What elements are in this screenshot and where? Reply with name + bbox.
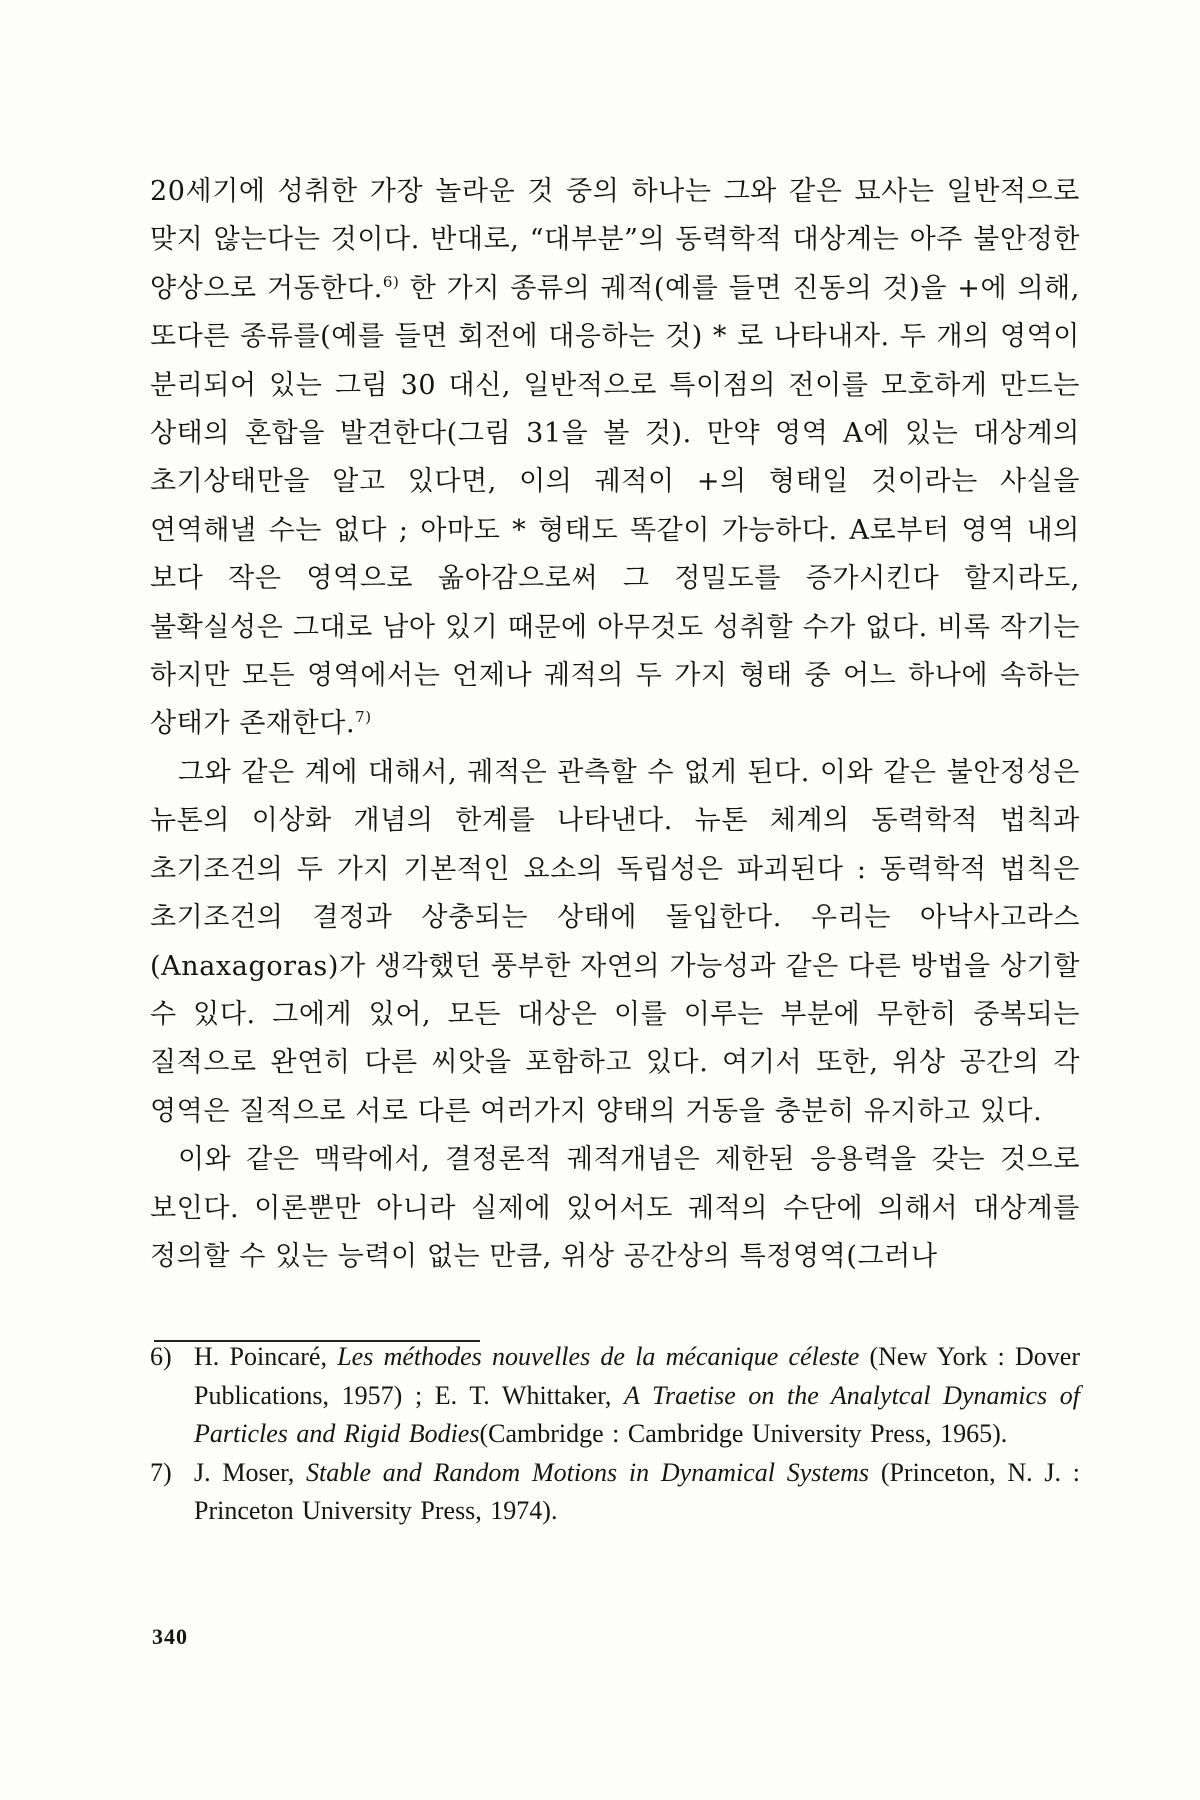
paragraph-1-text-after: 한 가지 종류의 궤적(예를 들면 진동의 것)을 +에 의해, 또다른 종류를(예를 들면 회전에 대응하는 것) * 로 나타내자. 두 개의 영역이 분리되어 있는 그림 30 대신, 일반적으로 특이점의 전이를 모호하게 만드는 상태의 혼합을 발견한다(그림 31을 볼 것). 만약 영역 A에 있는 대상계의 초기상태만을 알고 있다면, 이의 궤적이 +의 형태일 것이라는 사실을 연역해낼 수는 없다 ; 아마도 * 형태도 똑같이 가능하다. A로부터 영역 내의 보다 작은 영역으로 옮아감으로써 그 정밀도를 증가시킨다 할지라도, 불확실성은 그대로 남아 있기 때문에 아무것도 성취할 수가 없다. 비록 작기는 하지만 모든 영역에서는 언제나 궤적의 두 가지 형태 중 어느 하나에 속하는 상태가 존재한다. (150, 272, 1080, 740)
footnote-ref-7: 7) (355, 708, 372, 727)
paragraph-3: 이와 같은 맥락에서, 결정론적 궤적개념은 제한된 응용력을 갖는 것으로 보인다. 이론뿐만 아니라 실제에 있어서도 궤적의 수단에 의해서 대상계를 정의할 수 있는 능력이 없는 만큼, 위상 공간상의 특정영역(그러나 (150, 1144, 1080, 1272)
footnote-title: A Traetise on the Analytcal Dynamics of Particles and Rigid Bodies (194, 1380, 1080, 1448)
footnote-ref-6: 6) (382, 272, 400, 291)
footnote-title: Les méthodes nouvelles de la mécanique céleste (337, 1342, 860, 1371)
paragraph-1 (150, 168, 1080, 749)
footnote-body (194, 1454, 1080, 1531)
footnote-publisher: (New York : Dover Publications, 1957) ; E. T. Whittaker, (194, 1342, 1080, 1410)
footnote-author: H. Poincaré, (194, 1342, 338, 1371)
footnote-body (194, 1338, 1080, 1454)
footnote-number: 6) (150, 1342, 172, 1371)
footnote-publisher: (Princeton, N. J. : Princeton University Press, 1974). (194, 1457, 1081, 1525)
body-text (150, 168, 1080, 1281)
page-number: 340 (152, 1624, 188, 1649)
footnotes (150, 1338, 1080, 1531)
footnote-7 (150, 1454, 1080, 1531)
paragraph-2: 그와 같은 계에 대해서, 궤적은 관측할 수 없게 된다. 이와 같은 불안정성은 뉴톤의 이상화 개념의 한계를 나타낸다. 뉴톤 체계의 동력학적 법칙과 초기조건의 두 가지 기본적인 요소의 독립성은 파괴된다 : 동력학적 법칙은 초기조건의 결정과 상충되는 상태에 돌입한다. 우리는 아낙사고라스(Anaxagoras)가 생각했던 풍부한 자연의 가능성과 같은 다른 방법을 상기할 수 있다. 그에게 있어, 모든 대상은 이를 이루는 부분에 무한히 중복되는 질적으로 완연히 다른 씨앗을 포함하고 있다. 여기서 또한, 위상 공간의 각 영역은 질적으로 서로 다른 여러가지 양태의 거동을 충분히 유지하고 있다. (150, 756, 1080, 1127)
footnote-author: J. Moser, (194, 1457, 307, 1487)
footnote-publisher: (Cambridge : Cambridge University Press, 1965). (479, 1419, 1008, 1448)
footnote-title: Stable and Random Motions in Dynamical Systems (306, 1457, 870, 1487)
paragraph-1-text-before: 20세기에 성취한 가장 놀라운 것 중의 하나는 그와 같은 묘사는 일반적으로 맞지 않는다는 것이다. 반대로, “대부분”의 동력학적 대상계는 아주 불안정한 양상으로 거동한다. (150, 176, 1080, 304)
footnote-number: 7) (150, 1457, 172, 1487)
footnote-6 (150, 1338, 1080, 1454)
